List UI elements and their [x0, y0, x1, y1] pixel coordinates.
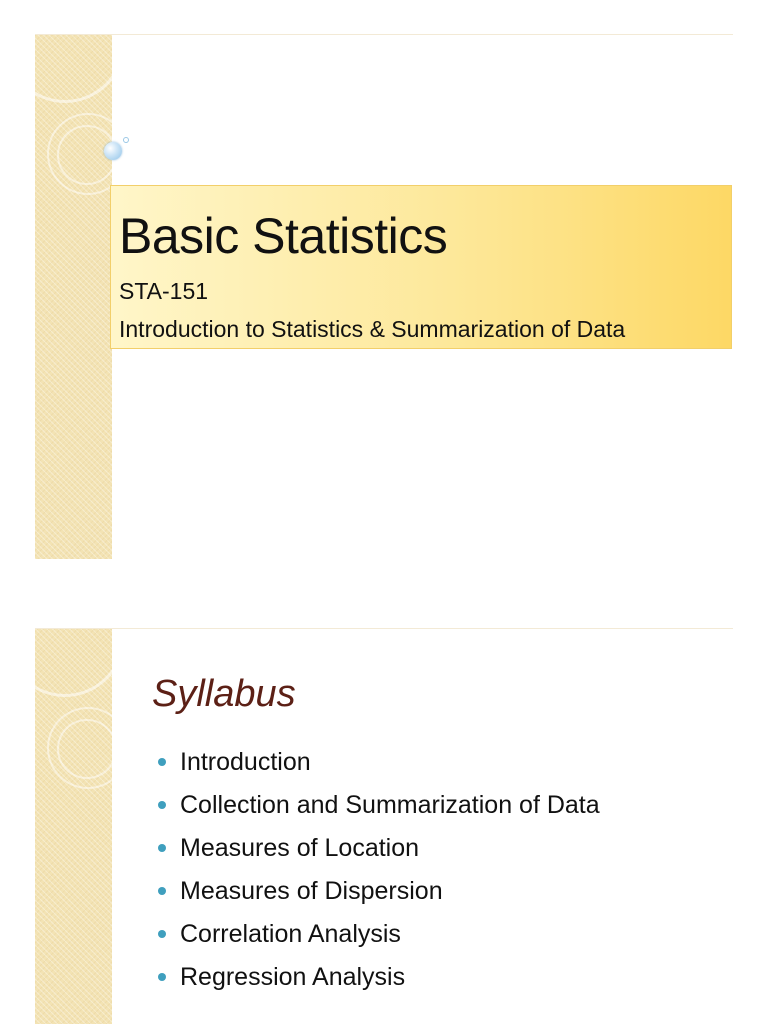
decorative-ring	[57, 125, 112, 185]
slide-title: Basic Statistics	[119, 208, 448, 264]
course-code: STA-151	[119, 278, 209, 304]
slide-subtitle: Introduction to Statistics & Summarization of Data	[119, 316, 626, 342]
list-item-text: Measures of Dispersion	[180, 877, 443, 905]
title-slide	[35, 34, 733, 559]
title-band	[110, 185, 732, 349]
decorative-ring	[57, 719, 112, 779]
decorative-ring	[35, 35, 112, 103]
bullet-dot-icon	[158, 844, 166, 852]
bullet-dot-icon	[158, 758, 166, 766]
bubble-icon	[123, 137, 129, 143]
list-item-text: Regression Analysis	[180, 963, 406, 991]
list-item-text: Collection and Summarization of Data	[180, 791, 600, 819]
list-item-text: Introduction	[180, 748, 311, 776]
bullet-dot-icon	[158, 887, 166, 895]
decorative-ring	[35, 629, 112, 697]
decorative-stripe	[35, 629, 112, 1024]
list-item-text: Measures of Location	[180, 834, 420, 862]
slide-title: Syllabus	[152, 673, 296, 715]
bubble-icon	[104, 142, 122, 160]
syllabus-slide	[35, 628, 733, 1024]
bullet-dot-icon	[158, 801, 166, 809]
list-item-text: Correlation Analysis	[180, 920, 401, 948]
bullet-dot-icon	[158, 973, 166, 981]
bullet-dot-icon	[158, 930, 166, 938]
decorative-stripe	[35, 35, 112, 559]
